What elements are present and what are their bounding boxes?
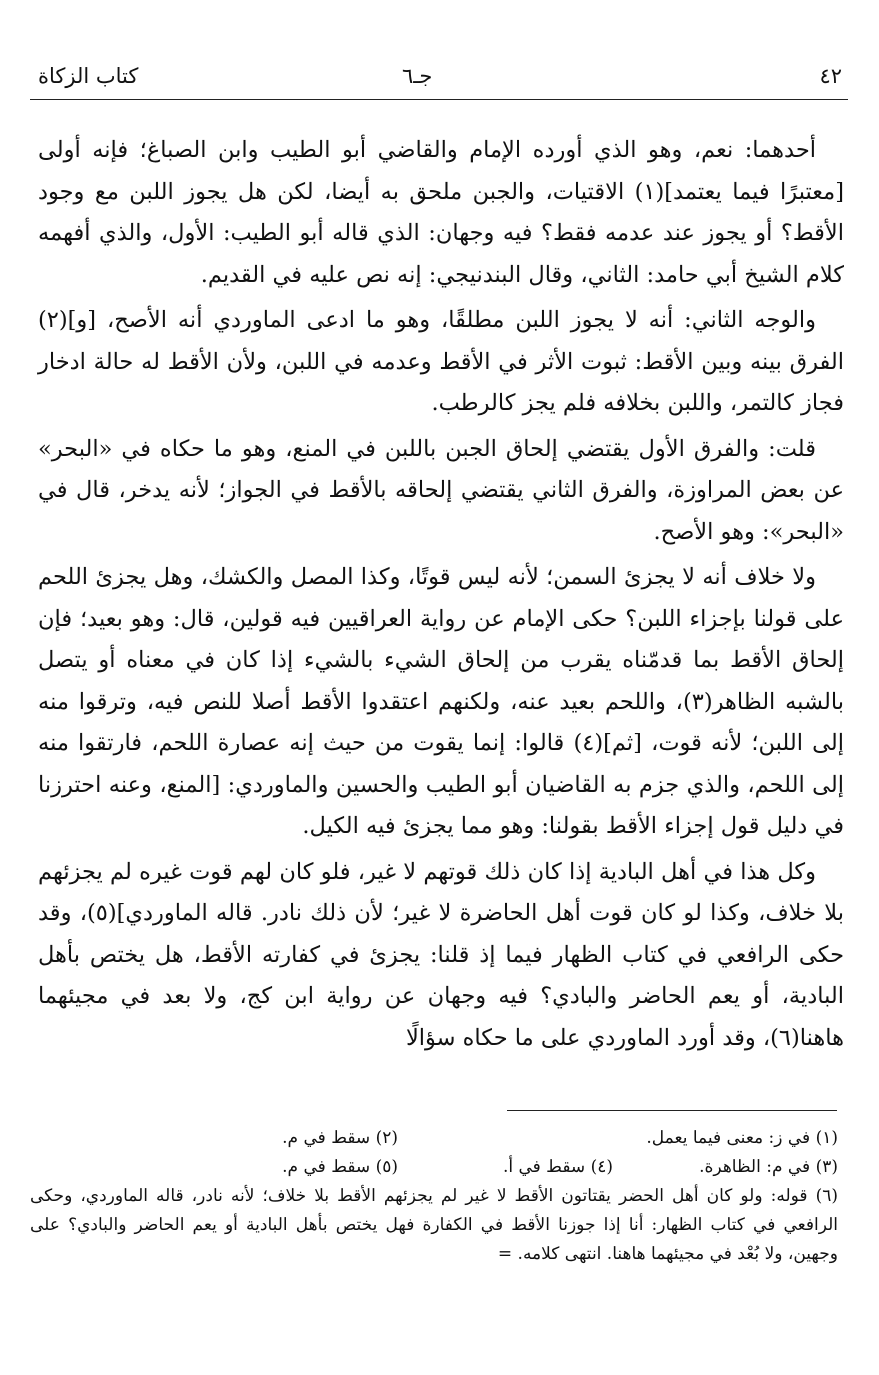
footnote-text: سقط في م. — [282, 1128, 371, 1148]
header-rule — [30, 99, 848, 100]
footnote-text: سقط في م. — [282, 1157, 371, 1177]
footnotes — [30, 1124, 838, 1269]
footnote-row — [30, 1124, 838, 1153]
paragraph: قلت: والفرق الأول يقتضي إلحاق الجبن باللبن في المنع، وهو ما حكاه في «البحر» عن بعض المراوزة، والفرق الثاني يقتضي إلحاقه بالأقط في الجواز؛ لأنه يدخر، قال في «البحر»: وهو الأصح. — [38, 435, 844, 545]
footnote-text: سقط في أ. — [502, 1157, 586, 1177]
footnote-4 — [503, 1153, 613, 1182]
volume-label: جـ٦ — [402, 64, 433, 88]
footnote-text: قوله: ولو كان أهل الحضر يقتاتون الأقط لا غير لم يجزئهم الأقط بلا خلاف؛ لأنه نادر، قاله الماوردي، وحكى الرافعي في كتاب الظهار: أنا إذا جوزنا الأقط في الكفارة فهل يختص بأهل البادية أو يعم الحاضر والبادي؟ على وجهين، ولا بُعْد في مجيئهما هاهنا. انتهى كلامه. = — [30, 1186, 838, 1264]
footnote-row — [30, 1153, 838, 1182]
footnote-3 — [699, 1153, 838, 1182]
main-text — [38, 130, 844, 1063]
footnote-number: (٤) — [590, 1157, 613, 1177]
page-header — [30, 58, 848, 98]
footnote-number: (١) — [815, 1128, 838, 1148]
footnote-1 — [646, 1124, 838, 1153]
paragraph: وكل هذا في أهل البادية إذا كان ذلك قوتهم لا غير، فلو كان لهم قوت غيره لم يجزئهم بلا خلاف، وكذا لو كان قوت أهل الحاضرة لا غير؛ لأن ذلك نادر. قاله الماوردي](٥)، وقد حكى الرافعي في كتاب الظهار فيما إذ قلنا: يجزئ في كفارته الأقط، هل يختص بأهل البادية، أو يعم الحاضر والبادي؟ فيه وجهان عن رواية ابن كج، ولا بعد في مجيئهما هاهنا(٦)، وقد أورد الماوردي على ما حكاه سؤالًا — [38, 858, 844, 1051]
footnote-number: (٥) — [375, 1157, 398, 1177]
page-number: ٤٢ — [819, 64, 842, 88]
footnote-number: (٢) — [375, 1128, 398, 1148]
footnote-text: في ز: معنى فيما يعمل. — [646, 1128, 811, 1148]
book-title: كتاب الزكاة — [38, 64, 139, 88]
paragraph: أحدهما: نعم، وهو الذي أورده الإمام والقاضي أبو الطيب وابن الصباغ؛ فإنه أولى [معتبرًا فيما يعتمد](١) الاقتيات، والجبن ملحق به أيضا، لكن هل يجوز اللبن مع وجود الأقط؟ أو يجوز عند عدمه فقط؟ فيه وجهان: الذي قاله أبو الطيب: الأول، والذي أفهمه كلام الشيخ أبي حامد: الثاني، وقال البندنيجي: إنه نص عليه في القديم. — [38, 137, 844, 288]
footnote-6 — [30, 1182, 838, 1269]
footnote-separator — [507, 1110, 837, 1111]
footnote-text: في م: الظاهرة. — [699, 1157, 811, 1177]
footnote-number: (٣) — [815, 1157, 838, 1177]
footnote-number: (٦) — [815, 1186, 838, 1206]
footnote-2 — [282, 1124, 398, 1153]
paragraph: ولا خلاف أنه لا يجزئ السمن؛ لأنه ليس قوتًا، وكذا المصل والكشك، وهل يجزئ اللحم على قولنا بإجزاء اللبن؟ حكى الإمام عن رواية العراقيين فيه قولين، قال: وهو بعيد؛ فإن إلحاق الأقط بما قدمّناه يقرب من إلحاق الشيء بالشيء إذا كان في معناه أو يتصل بالشبه الظاهر(٣)، واللحم بعيد عنه، ولكنهم اعتقدوا الأقط أصلا للنص فيه، وترقوا منه إلى اللبن؛ لأنه قوت، [ثم](٤) قالوا: إنما يقوت من حيث إنه عصارة اللحم، فارتقوا منه إلى اللحم، والذي جزم به القاضيان أبو الطيب والحسين والماوردي: [المنع، وعنه احترزنا في دليل قول إجزاء الأقط بقولنا: وهو مما يجزئ فيه الكيل. — [38, 564, 845, 839]
paragraph: والوجه الثاني: أنه لا يجوز اللبن مطلقًا، وهو ما ادعى الماوردي أنه الأصح، [و](٢) الفرق بينه وبين الأقط: ثبوت الأثر في الأقط وعدمه في اللبن، ولأن الأقط له حالة ادخار فجاز كالتمر، واللبن بخلافه فلم يجز كالرطب. — [38, 307, 844, 416]
footnote-5 — [282, 1153, 398, 1182]
footnote-6-body — [30, 1182, 838, 1269]
